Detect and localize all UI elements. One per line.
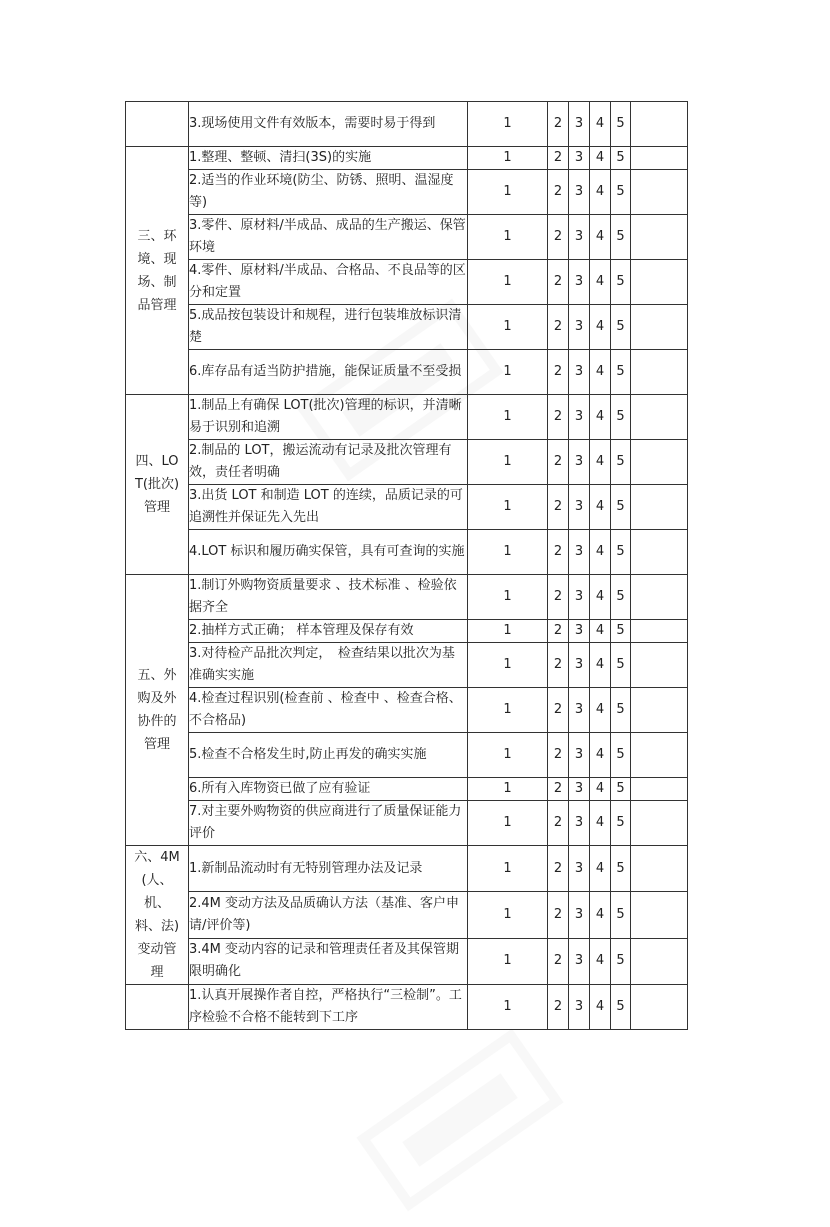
score-1-cell: 1	[468, 102, 548, 147]
remarks-cell	[631, 485, 688, 530]
criteria-text: 5.检查不合格发生时,防止再发的确实实施	[189, 733, 468, 778]
criteria-text: 7.对主要外购物资的供应商进行了质量保证能力评价	[189, 801, 468, 846]
score-3-cell: 3	[569, 778, 590, 801]
score-2-cell: 2	[548, 305, 569, 350]
table-row	[126, 733, 688, 778]
criteria-text: 3.4M 变动内容的记录和管理责任者及其保管期限明确化	[189, 938, 468, 984]
table-row	[126, 260, 688, 305]
remarks-cell	[631, 350, 688, 395]
category-cell	[126, 985, 189, 1030]
score-5-cell: 5	[611, 733, 631, 778]
remarks-cell	[631, 892, 688, 938]
remarks-cell	[631, 395, 688, 440]
remarks-cell	[631, 733, 688, 778]
score-3-cell: 3	[569, 170, 590, 215]
score-3-cell: 3	[569, 733, 590, 778]
score-5-cell: 5	[611, 170, 631, 215]
remarks-cell	[631, 643, 688, 688]
watermark-graphic	[344, 1013, 577, 1226]
evaluation-table	[125, 101, 688, 1030]
score-3-cell: 3	[569, 440, 590, 485]
remarks-cell	[631, 688, 688, 733]
remarks-cell	[631, 147, 688, 170]
score-3-cell: 3	[569, 643, 590, 688]
score-2-cell: 2	[548, 350, 569, 395]
score-2-cell: 2	[548, 102, 569, 147]
score-3-cell: 3	[569, 350, 590, 395]
score-2-cell: 2	[548, 170, 569, 215]
criteria-text: 3.零件、原材料/半成品、成品的生产搬运、保管环境	[189, 215, 468, 260]
table-body	[126, 102, 688, 1030]
category-cell	[126, 575, 189, 846]
score-2-cell: 2	[548, 733, 569, 778]
score-4-cell: 4	[590, 643, 611, 688]
score-1-cell: 1	[468, 688, 548, 733]
score-5-cell: 5	[611, 620, 631, 643]
score-1-cell: 1	[468, 778, 548, 801]
score-1-cell: 1	[468, 215, 548, 260]
criteria-text: 4.LOT 标识和履历确实保管，具有可查询的实施	[189, 530, 468, 575]
score-2-cell: 2	[548, 395, 569, 440]
category-label: 四、LOT(批次)管理	[134, 454, 180, 515]
score-4-cell: 4	[590, 350, 611, 395]
score-5-cell: 5	[611, 215, 631, 260]
score-2-cell: 2	[548, 688, 569, 733]
category-cell	[126, 395, 189, 575]
score-4-cell: 4	[590, 147, 611, 170]
category-cell	[126, 102, 189, 147]
score-1-cell: 1	[468, 147, 548, 170]
table-row	[126, 147, 688, 170]
score-4-cell: 4	[590, 440, 611, 485]
remarks-cell	[631, 530, 688, 575]
score-3-cell: 3	[569, 215, 590, 260]
remarks-cell	[631, 620, 688, 643]
criteria-text: 6.所有入库物资已做了应有验证	[189, 778, 468, 801]
remarks-cell	[631, 260, 688, 305]
score-3-cell: 3	[569, 575, 590, 620]
score-1-cell: 1	[468, 938, 548, 984]
table-row	[126, 801, 688, 846]
table-row	[126, 985, 688, 1030]
score-3-cell: 3	[569, 620, 590, 643]
criteria-text: 2.制品的 LOT，搬运流动有记录及批次管理有效，责任者明确	[189, 440, 468, 485]
score-2-cell: 2	[548, 985, 569, 1030]
score-4-cell: 4	[590, 801, 611, 846]
score-3-cell: 3	[569, 102, 590, 147]
criteria-text: 1.制订外购物资质量要求 、技术标准 、检验依据齐全	[189, 575, 468, 620]
remarks-cell	[631, 575, 688, 620]
score-3-cell: 3	[569, 688, 590, 733]
category-label: 三、环境、现场、制品管理	[137, 228, 177, 313]
score-1-cell: 1	[468, 575, 548, 620]
remarks-cell	[631, 215, 688, 260]
table-row	[126, 215, 688, 260]
score-2-cell: 2	[548, 147, 569, 170]
score-5-cell: 5	[611, 938, 631, 984]
score-4-cell: 4	[590, 215, 611, 260]
score-2-cell: 2	[548, 938, 569, 984]
criteria-text: 4.检查过程识别(检查前 、检查中 、检查合格、不合格品)	[189, 688, 468, 733]
score-3-cell: 3	[569, 530, 590, 575]
score-2-cell: 2	[548, 643, 569, 688]
score-4-cell: 4	[590, 102, 611, 147]
remarks-cell	[631, 170, 688, 215]
score-3-cell: 3	[569, 305, 590, 350]
remarks-cell	[631, 938, 688, 984]
score-5-cell: 5	[611, 305, 631, 350]
score-5-cell: 5	[611, 260, 631, 305]
table-row	[126, 620, 688, 643]
remarks-cell	[631, 801, 688, 846]
score-1-cell: 1	[468, 985, 548, 1030]
score-3-cell: 3	[569, 892, 590, 938]
table-row	[126, 643, 688, 688]
remarks-cell	[631, 440, 688, 485]
score-4-cell: 4	[590, 688, 611, 733]
score-3-cell: 3	[569, 260, 590, 305]
score-1-cell: 1	[468, 440, 548, 485]
score-2-cell: 2	[548, 530, 569, 575]
table-row	[126, 846, 688, 892]
score-4-cell: 4	[590, 733, 611, 778]
score-5-cell: 5	[611, 440, 631, 485]
criteria-text: 3.对待检产品批次判定， 检查结果以批次为基准确实实施	[189, 643, 468, 688]
score-3-cell: 3	[569, 147, 590, 170]
score-5-cell: 5	[611, 575, 631, 620]
category-cell	[126, 147, 189, 395]
table-row	[126, 395, 688, 440]
score-4-cell: 4	[590, 305, 611, 350]
score-5-cell: 5	[611, 485, 631, 530]
score-1-cell: 1	[468, 530, 548, 575]
score-3-cell: 3	[569, 395, 590, 440]
score-3-cell: 3	[569, 985, 590, 1030]
score-5-cell: 5	[611, 643, 631, 688]
score-1-cell: 1	[468, 260, 548, 305]
criteria-text: 2.抽样方式正确； 样本管理及保存有效	[189, 620, 468, 643]
score-3-cell: 3	[569, 485, 590, 530]
criteria-text: 4.零件、原材料/半成品、合格品、不良品等的区分和定置	[189, 260, 468, 305]
score-4-cell: 4	[590, 938, 611, 984]
remarks-cell	[631, 985, 688, 1030]
score-5-cell: 5	[611, 846, 631, 892]
score-5-cell: 5	[611, 395, 631, 440]
criteria-text: 3.出货 LOT 和制造 LOT 的连续，品质记录的可追溯性并保证先入先出	[189, 485, 468, 530]
score-3-cell: 3	[569, 938, 590, 984]
score-1-cell: 1	[468, 350, 548, 395]
score-5-cell: 5	[611, 778, 631, 801]
score-2-cell: 2	[548, 485, 569, 530]
table-row	[126, 485, 688, 530]
score-4-cell: 4	[590, 846, 611, 892]
table-row	[126, 892, 688, 938]
criteria-text: 1.新制品流动时有无特别管理办法及记录	[189, 846, 468, 892]
score-2-cell: 2	[548, 778, 569, 801]
score-1-cell: 1	[468, 620, 548, 643]
score-4-cell: 4	[590, 575, 611, 620]
score-1-cell: 1	[468, 801, 548, 846]
remarks-cell	[631, 846, 688, 892]
score-5-cell: 5	[611, 801, 631, 846]
remarks-cell	[631, 102, 688, 147]
score-4-cell: 4	[590, 170, 611, 215]
table-row	[126, 530, 688, 575]
criteria-text: 5.成品按包装设计和规程，进行包装堆放标识清楚	[189, 305, 468, 350]
score-1-cell: 1	[468, 305, 548, 350]
score-2-cell: 2	[548, 440, 569, 485]
table-row	[126, 350, 688, 395]
table-row	[126, 102, 688, 147]
score-4-cell: 4	[590, 985, 611, 1030]
score-5-cell: 5	[611, 688, 631, 733]
table-row	[126, 688, 688, 733]
criteria-text: 1.认真开展操作者自控，严格执行“三检制”。工序检验不合格不能转到下工序	[189, 985, 468, 1030]
score-5-cell: 5	[611, 350, 631, 395]
table-row	[126, 575, 688, 620]
score-2-cell: 2	[548, 215, 569, 260]
table-row	[126, 305, 688, 350]
category-label: 六、4M(人、机、料、法)变动管理	[134, 850, 180, 980]
score-4-cell: 4	[590, 892, 611, 938]
score-2-cell: 2	[548, 260, 569, 305]
table-row	[126, 440, 688, 485]
score-1-cell: 1	[468, 733, 548, 778]
score-2-cell: 2	[548, 892, 569, 938]
score-5-cell: 5	[611, 892, 631, 938]
score-1-cell: 1	[468, 846, 548, 892]
criteria-text: 1.整理、整顿、清扫(3S)的实施	[189, 147, 468, 170]
score-1-cell: 1	[468, 643, 548, 688]
score-1-cell: 1	[468, 485, 548, 530]
criteria-text: 3.现场使用文件有效版本，需要时易于得到	[189, 102, 468, 147]
score-1-cell: 1	[468, 170, 548, 215]
score-3-cell: 3	[569, 846, 590, 892]
score-2-cell: 2	[548, 846, 569, 892]
score-1-cell: 1	[468, 892, 548, 938]
category-cell	[126, 846, 189, 985]
table-row	[126, 938, 688, 984]
score-5-cell: 5	[611, 530, 631, 575]
score-4-cell: 4	[590, 395, 611, 440]
category-label: 五、外购及外协件的管理	[137, 668, 177, 752]
score-4-cell: 4	[590, 778, 611, 801]
score-5-cell: 5	[611, 985, 631, 1030]
score-5-cell: 5	[611, 147, 631, 170]
criteria-text: 1.制品上有确保 LOT(批次)管理的标识，并清晰易于识别和追溯	[189, 395, 468, 440]
score-4-cell: 4	[590, 530, 611, 575]
score-2-cell: 2	[548, 801, 569, 846]
score-1-cell: 1	[468, 395, 548, 440]
criteria-text: 2.4M 变动方法及品质确认方法（基准、客户申请/评价等)	[189, 892, 468, 938]
criteria-text: 6.库存品有适当防护措施，能保证质量不至受损	[189, 350, 468, 395]
score-4-cell: 4	[590, 620, 611, 643]
criteria-text: 2.适当的作业环境(防尘、防锈、照明、温湿度等)	[189, 170, 468, 215]
score-3-cell: 3	[569, 801, 590, 846]
table-row	[126, 778, 688, 801]
score-2-cell: 2	[548, 575, 569, 620]
table-row	[126, 170, 688, 215]
score-5-cell: 5	[611, 102, 631, 147]
score-4-cell: 4	[590, 260, 611, 305]
remarks-cell	[631, 305, 688, 350]
score-4-cell: 4	[590, 485, 611, 530]
score-2-cell: 2	[548, 620, 569, 643]
remarks-cell	[631, 778, 688, 801]
